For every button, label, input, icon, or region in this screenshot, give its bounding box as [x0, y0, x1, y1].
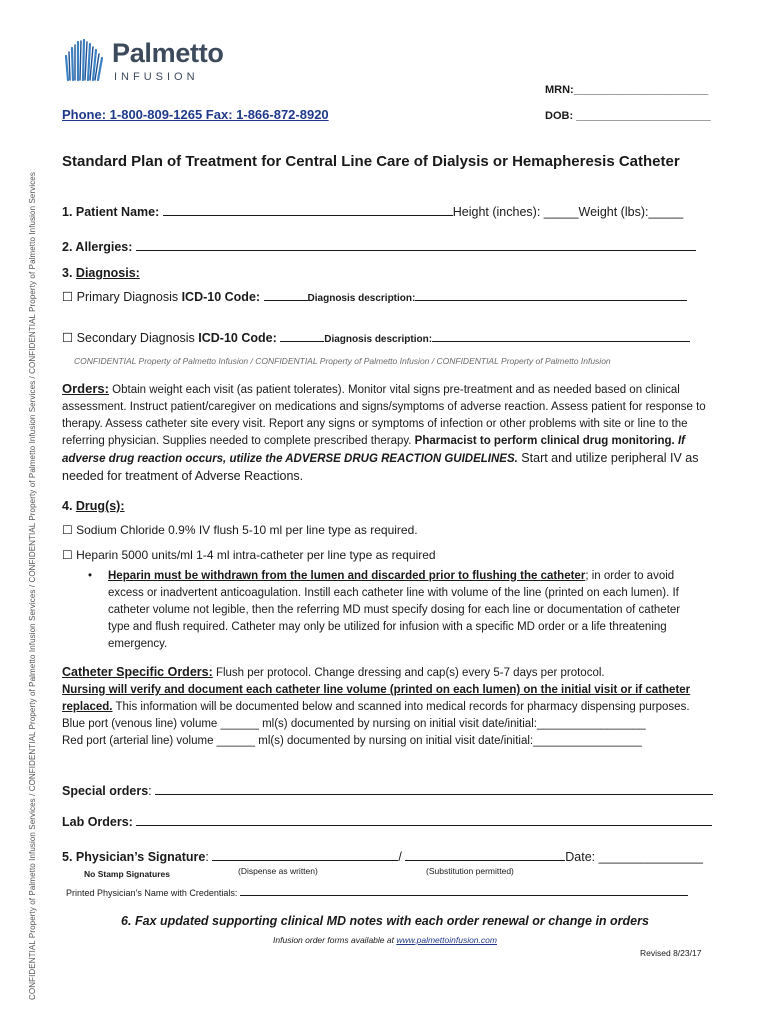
drug-sodium-chloride[interactable]: ☐ Sodium Chloride 0.9% IV flush 5-10 ml per line type as required.: [62, 523, 418, 537]
lab-orders-row: [62, 814, 712, 829]
heparin-bullet-bold: Heparin must be withdrawn from the lumen and discarded prior to flushing the catheter: [108, 570, 586, 582]
drug-heparin[interactable]: ☐ Heparin 5000 units/ml 1-4 ml intra-catheter per line type as required: [62, 548, 436, 562]
primary-diagnosis-row: [62, 289, 687, 304]
orders-adr: If adverse drug reaction occurs, utilize the ADVERSE DRUG REACTION GUIDELINES.: [62, 435, 685, 465]
height-field[interactable]: Height (inches): _____: [452, 205, 579, 219]
catheter-label: Catheter Specific Orders:: [62, 665, 213, 679]
palmetto-logo-icon: [62, 36, 108, 84]
lab-orders-label: Lab Orders:: [62, 815, 133, 829]
drugs-heading: [62, 499, 125, 513]
weight-field[interactable]: Weight (lbs):_____: [578, 205, 684, 219]
allergies-row: [62, 239, 696, 254]
orders-text: Obtain weight each visit (as patient tolerates). Monitor vital signs pre-treatment and as needed based on clinical assessment. Instruct patient/caregiver on medications and signs/symptoms of adverse reaction. Assess patient for response to therapy. Assess catheter site every visit. Report any signs or symptoms of infection or other problems with site or line to the referring physician. Supplies needed to complete prescribed therapy.: [62, 384, 706, 447]
primary-icd-field[interactable]: [264, 289, 308, 301]
signature-slash: /: [398, 850, 402, 864]
special-orders-field[interactable]: [155, 783, 713, 795]
dispense-caption: (Dispense as written): [238, 866, 318, 876]
logo-name: Palmetto: [112, 38, 224, 68]
printed-name-field[interactable]: [240, 886, 688, 896]
diagnosis-num: 3.: [62, 266, 73, 280]
catheter-text: Flush per protocol. Change dressing and cap(s) every 5-7 days per protocol.: [212, 667, 605, 679]
dob-field[interactable]: [545, 110, 711, 122]
phone-fax: Phone: 1-800-809-1265 Fax: 1-866-872-8920: [62, 107, 329, 122]
blue-port-row[interactable]: Blue port (venous line) volume ______ ml(s) documented by nursing on initial visit date/initial:_________________: [62, 718, 646, 730]
diagnosis-heading: [62, 266, 140, 280]
infusion-link[interactable]: www.palmettoinfusion.com: [396, 935, 497, 945]
allergies-label: 2. Allergies:: [62, 240, 133, 254]
diagnosis-label: Diagnosis:: [75, 266, 140, 280]
primary-desc-label: Diagnosis description:: [307, 293, 416, 304]
physician-signature-label: 5. Physician’s Signature: [62, 850, 206, 864]
orders-tail: Start and utilize peripheral IV as needed for treatment of Adverse Reactions.: [62, 451, 699, 483]
confidential-sidebar-text: CONFIDENTIAL Property of Palmetto Infusion Services / CONFIDENTIAL Property of Palmetto Infusion Services / CONFIDENTIAL Property of Palmetto Infusion Services / CONFIDENTIAL Property of Palmetto Infusion Services: [28, 172, 37, 1000]
physician-colon: :: [205, 850, 209, 864]
secondary-desc-field[interactable]: [432, 330, 690, 342]
revised-date: Revised 8/23/17: [640, 948, 702, 958]
lab-orders-field[interactable]: [136, 814, 712, 826]
signature-date-field[interactable]: Date: _______________: [565, 850, 703, 864]
patient-row: [62, 204, 683, 219]
no-stamp-note: No Stamp Signatures: [84, 869, 170, 879]
physician-signature-row: [62, 849, 703, 864]
drugs-num: 4.: [62, 499, 76, 513]
orders-label: Orders:: [62, 381, 109, 396]
drugs-label: Drug(s):: [75, 499, 125, 513]
mrn-blank: ______________________: [573, 84, 709, 96]
printed-name-row: [66, 886, 688, 898]
bullet-icon: •: [88, 570, 93, 582]
mrn-label: MRN:: [545, 84, 574, 96]
secondary-desc-label: Diagnosis description:: [324, 334, 433, 345]
orders-section: [62, 380, 712, 486]
primary-icd-label: ICD-10 Code:: [181, 290, 261, 304]
secondary-diagnosis-checkbox[interactable]: ☐ Secondary Diagnosis: [62, 331, 199, 345]
substitution-caption: (Substitution permitted): [426, 866, 514, 876]
special-orders-colon: :: [148, 784, 152, 798]
heparin-bullet-text: ; in order to avoid excess or inadvertent anticoagulation. Instill each catheter line with volume of the line (printed on each lumen). If catheter volume not legible, then the referring MD must specify dosing for each line or documentation of catheter type and flush required. Catheter may only be utilized for infusion with a specific MD order or a life threatening emergency.: [108, 570, 681, 650]
red-port-row[interactable]: Red port (arterial line) volume ______ ml(s) documented by nursing on initial visit date/initial:_________________: [62, 735, 642, 747]
signature-substitution-field[interactable]: [405, 849, 565, 861]
mrn-field[interactable]: [545, 84, 708, 96]
catheter-nursing: Nursing will verify and document each catheter line volume (printed on each lumen) on the initial visit or if catheter replaced.: [62, 684, 691, 713]
fax-instruction: 6. Fax updated supporting clinical MD notes with each order renewal or change in orders: [121, 914, 649, 928]
dob-blank: ______________________: [576, 110, 711, 122]
secondary-diagnosis-row: [62, 330, 690, 345]
confidential-notice: CONFIDENTIAL Property of Palmetto Infusion / CONFIDENTIAL Property of Palmetto Infusion / CONFIDENTIAL Property of Palmetto Infusion: [74, 356, 611, 366]
primary-desc-field[interactable]: [415, 289, 687, 301]
secondary-icd-field[interactable]: [280, 330, 324, 342]
infusion-prefix: Infusion order forms available at: [273, 935, 397, 945]
heparin-bullet: [88, 568, 700, 653]
secondary-icd-label: ICD-10 Code:: [198, 331, 277, 345]
dob-label: DOB:: [545, 110, 574, 122]
primary-diagnosis-checkbox[interactable]: ☐ Primary Diagnosis: [62, 290, 182, 304]
allergies-field[interactable]: [136, 239, 696, 251]
special-orders-row: [62, 783, 713, 798]
printed-name-label: Printed Physician’s Name with Credentials:: [66, 888, 238, 898]
catheter-section: [62, 664, 710, 750]
signature-dispense-field[interactable]: [212, 849, 398, 861]
orders-pharmacist: Pharmacist to perform clinical drug monitoring.: [414, 435, 675, 447]
special-orders-label: Special orders: [62, 784, 149, 798]
logo-subtitle: INFUSION: [114, 71, 199, 83]
page-title: Standard Plan of Treatment for Central Line Care of Dialysis or Hemapheresis Catheter: [62, 153, 680, 170]
patient-name-label: 1. Patient Name:: [62, 205, 160, 219]
catheter-text2: This information will be documented below and scanned into medical records for pharmacy dispensing purposes.: [112, 701, 690, 713]
patient-name-field[interactable]: [163, 204, 453, 216]
infusion-forms-note: [62, 935, 708, 945]
